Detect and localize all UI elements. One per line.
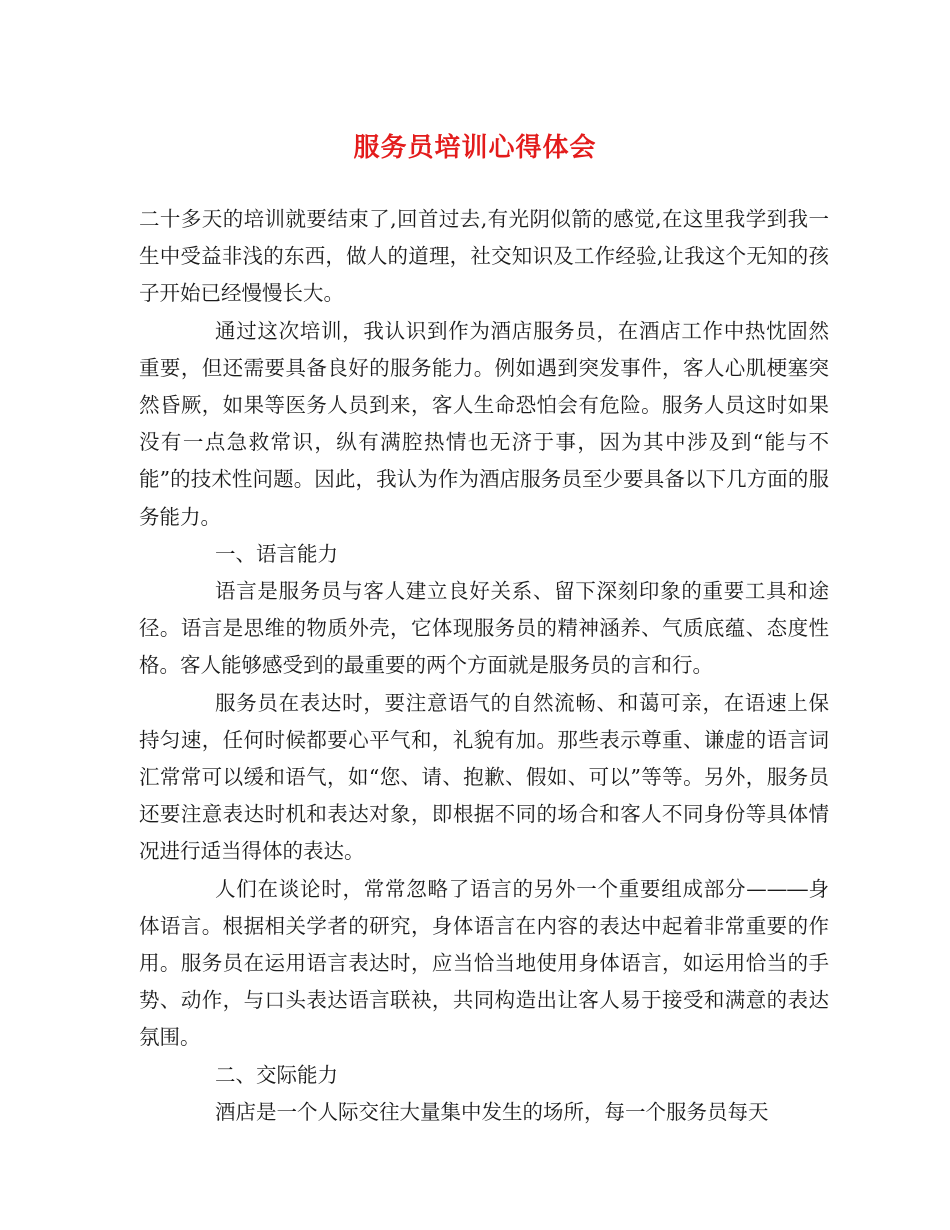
section-heading-social: 二、交际能力 [215, 1062, 338, 1087]
paragraph-language-tool: 语言是服务员与客人建立良好关系、留下深刻印象的重要工具和途径。语言是思维的物质外壳，它体现服务员的精神涵养、气质底蕴、态度性格。客人能够感受到的最重要的两个方面就是服务员的言和行。 [139, 579, 829, 678]
paragraph-intro: 二十多天的培训就要结束了,回首过去,有光阴似箭的感觉,在这里我学到我一生中受益非浅的东西，做人的道理，社交知识及工作经验,让我这个无知的孩子开始已经慢慢长大。 [139, 207, 829, 306]
section-heading-language: 一、语言能力 [215, 541, 338, 566]
paragraph-expression: 服务员在表达时，要注意语气的自然流畅、和蔼可亲，在语速上保持匀速，任何时候都要心平气和，礼貌有加。那些表示尊重、谦虚的语言词汇常常可以缓和语气，如“您、请、抱歉、假如、可以”等等。另外，服务员还要注意表达时机和表达对象，即根据不同的场合和客人不同身份等具体情况进行适当得体的表达。 [139, 690, 829, 864]
paragraph-body-language: 人们在谈论时，常常忽略了语言的另外一个重要组成部分——―身体语言。根据相关学者的研究，身体语言在内容的表达中起着非常重要的作用。服务员在运用语言表达时，应当恰当地使用身体语言，如运用恰当的手势、动作，与口头表达语言联袂，共同构造出让客人易于接受和满意的表达氛围。 [139, 876, 829, 1050]
document-title: 服务员培训心得体会 [353, 133, 597, 163]
document-body [139, 201, 829, 1131]
paragraph-social-intro: 酒店是一个人际交往大量集中发生的场所，每一个服务员每天 [215, 1099, 769, 1124]
paragraph-service-ability: 通过这次培训，我认识到作为酒店服务员，在酒店工作中热忱固然重要，但还需要具备良好的服务能力。例如遇到突发事件，客人心肌梗塞突然昏厥，如果等医务人员到来，客人生命恐怕会有危险。服务人员这时如果没有一点急救常识，纵有满腔热情也无济于事，因为其中涉及到“能与不能”的技术性问题。因此，我认为作为酒店服务员至少要具备以下几方面的服务能力。 [139, 318, 829, 529]
